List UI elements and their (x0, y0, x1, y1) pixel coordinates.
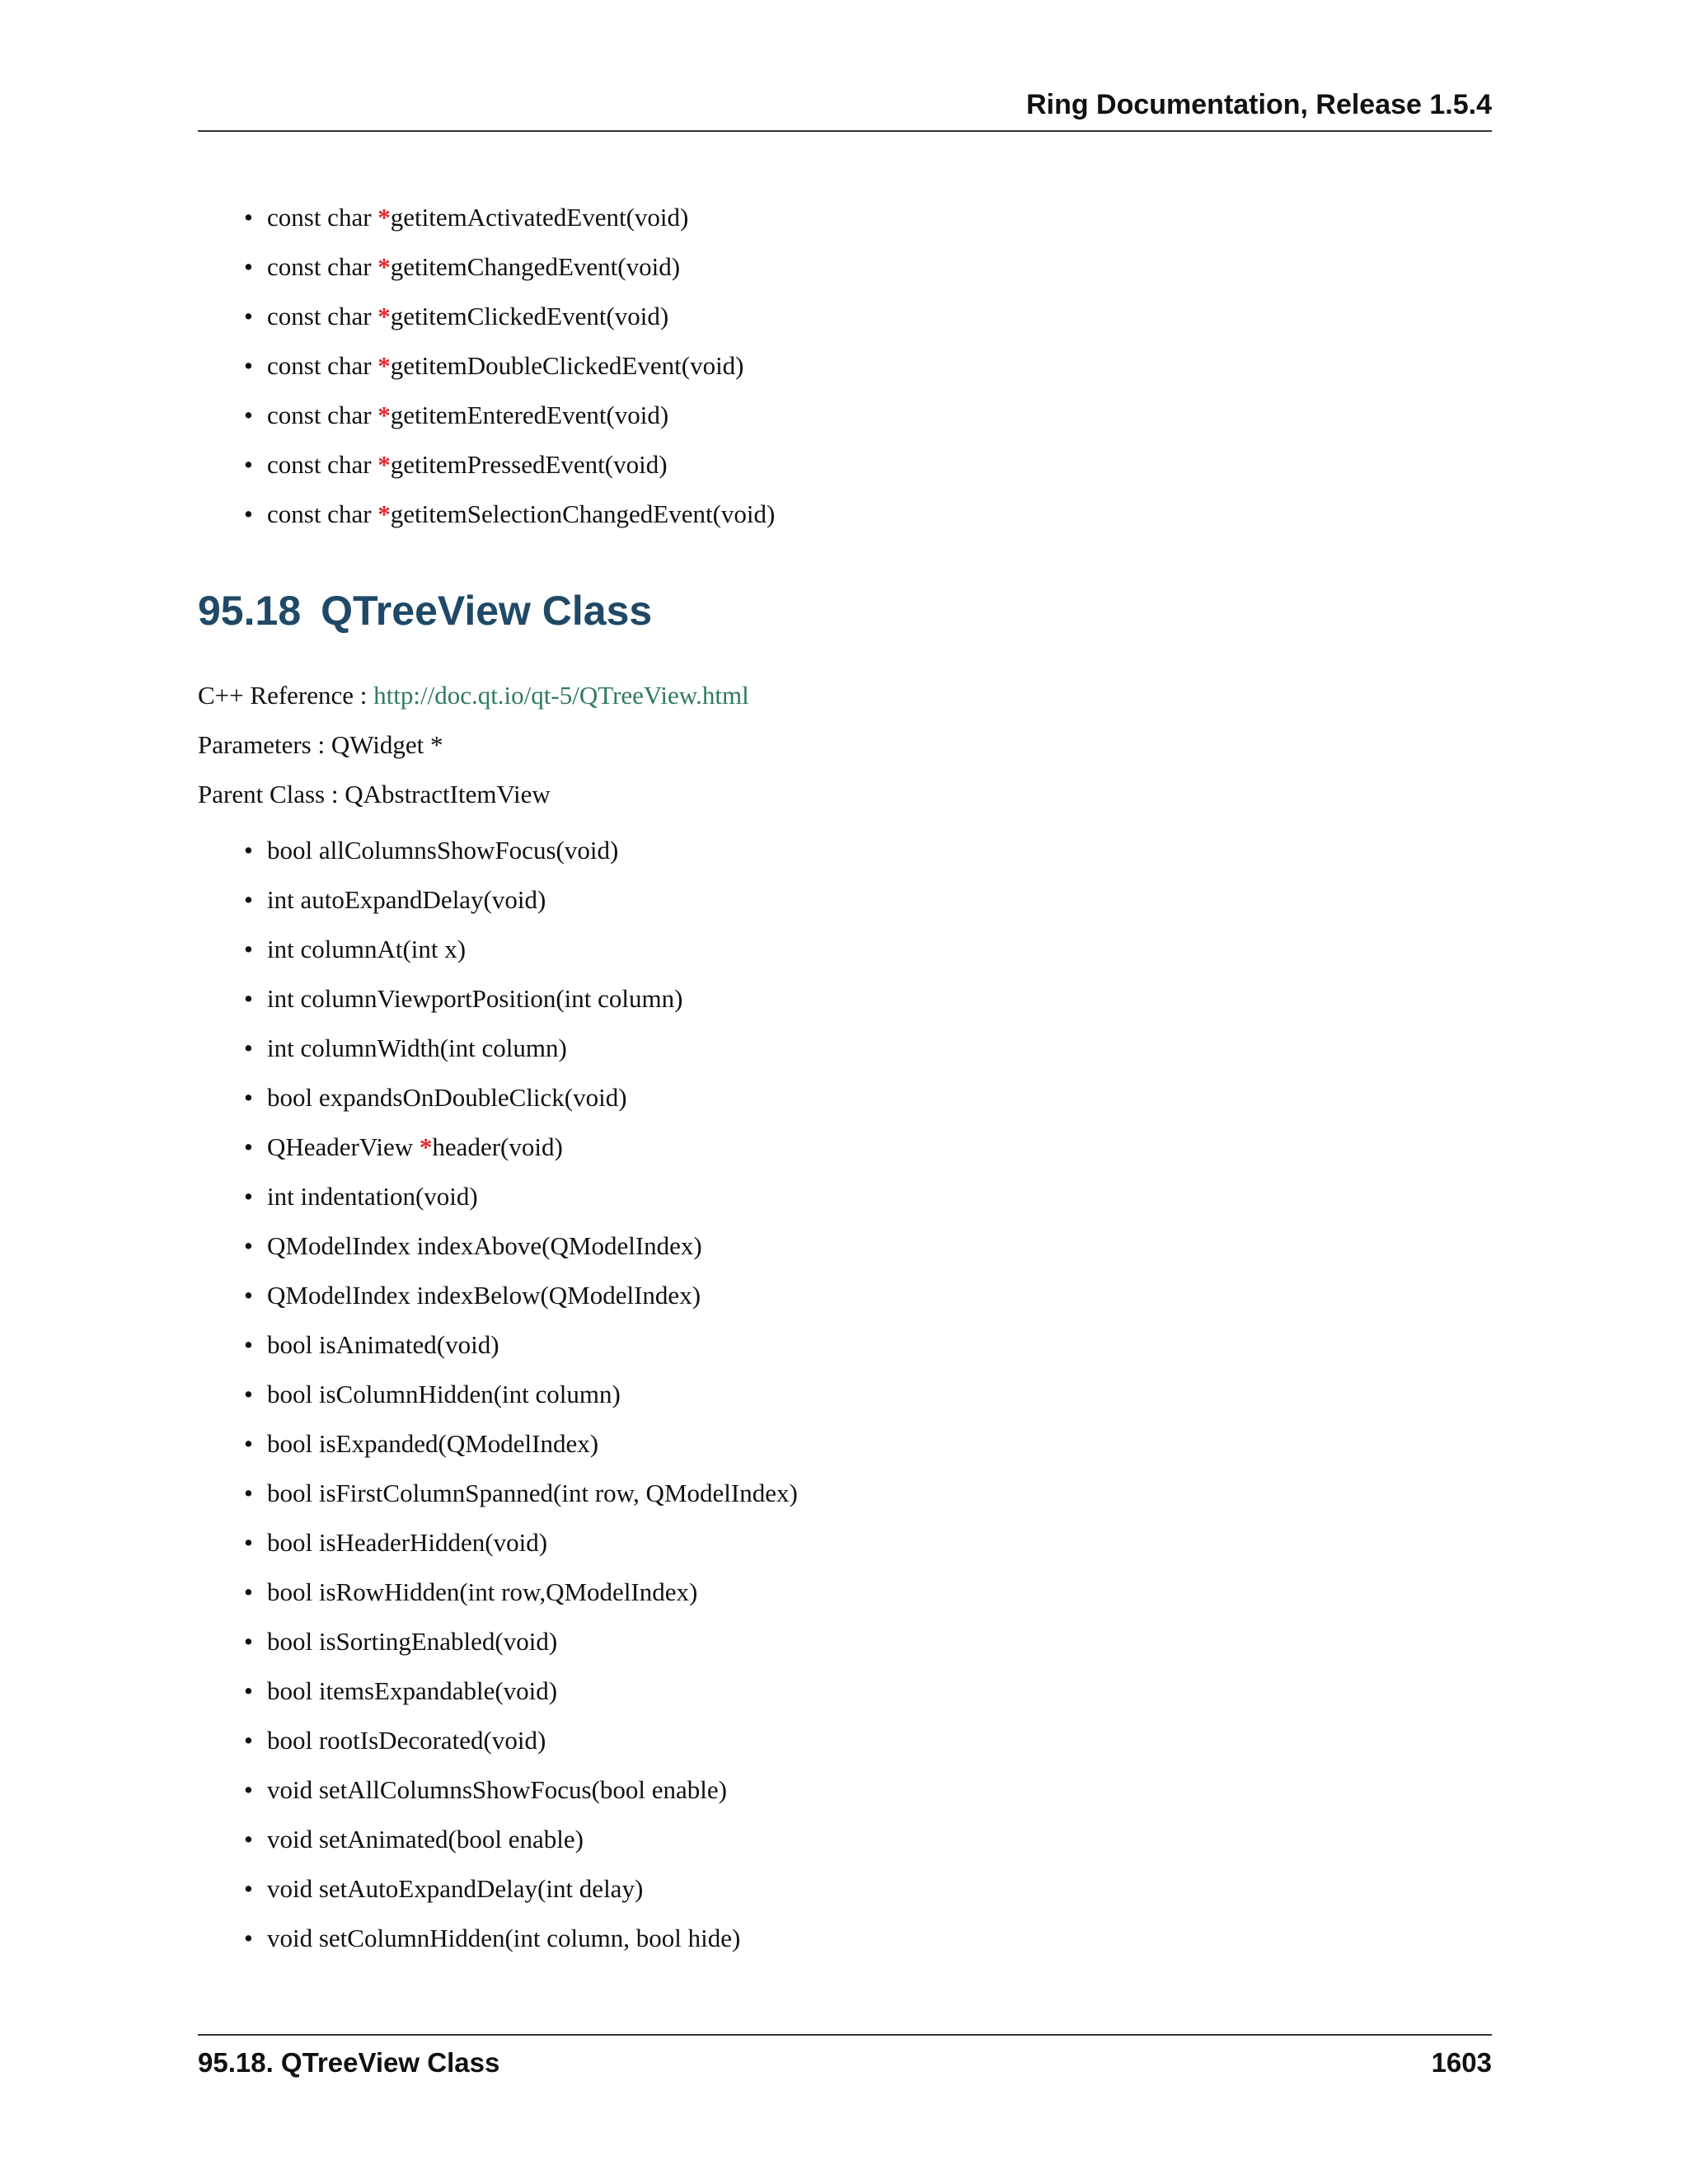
page-number: 1603 (1431, 2047, 1492, 2078)
cpp-reference-line (198, 681, 749, 710)
bullet-icon: • (244, 1429, 253, 1458)
section-heading (198, 587, 652, 635)
bullet-icon: • (244, 1281, 253, 1310)
list-item: • bool isColumnHidden(int column) (244, 1370, 798, 1419)
list-item: • bool isExpanded(QModelIndex) (244, 1419, 798, 1469)
list-item: • void setAnimated(bool enable) (244, 1815, 798, 1864)
reference-link[interactable]: http://doc.qt.io/qt-5/QTreeView.html (373, 681, 749, 710)
bullet-icon: • (244, 1528, 253, 1557)
bullet-icon: • (244, 1033, 253, 1062)
footer-section-label: 95.18. QTreeView Class (198, 2047, 500, 2078)
bullet-icon: • (244, 450, 253, 479)
list-item: • QModelIndex indexBelow(QModelIndex) (244, 1271, 798, 1320)
document-title: Ring Documentation, Release 1.5.4 (1026, 89, 1492, 120)
parameters-line: Parameters : QWidget * (198, 730, 443, 759)
bullet-icon: • (244, 984, 253, 1013)
bullet-icon: • (244, 1825, 253, 1854)
list-item: • bool isAnimated(void) (244, 1320, 798, 1370)
list-item: • bool allColumnsShowFocus(void) (244, 826, 798, 875)
bullet-icon: • (244, 1330, 253, 1359)
list-item: • int columnViewportPosition(int column) (244, 974, 798, 1024)
qtreeview-methods-list (244, 826, 798, 1963)
bullet-icon: • (244, 1577, 253, 1606)
list-item: • const char *getitemEnteredEvent(void) (244, 391, 775, 440)
list-item: • bool expandsOnDoubleClick(void) (244, 1073, 798, 1122)
list-item: • void setColumnHidden(int column, bool hide) (244, 1914, 798, 1963)
bullet-icon: • (244, 1380, 253, 1408)
parent-class-line: Parent Class : QAbstractItemView (198, 780, 551, 808)
page-header (198, 89, 1492, 132)
bullet-icon: • (244, 1479, 253, 1507)
reference-label: C++ Reference : (198, 681, 374, 710)
bullet-icon: • (244, 1676, 253, 1705)
bullet-icon: • (244, 1231, 253, 1260)
list-item: • int autoExpandDelay(void) (244, 875, 798, 925)
list-item: • const char *getitemActivatedEvent(void) (244, 193, 775, 242)
bullet-icon: • (244, 1775, 253, 1804)
bullet-icon: • (244, 836, 253, 865)
list-item: • int indentation(void) (244, 1172, 798, 1221)
list-item: • void setAutoExpandDelay(int delay) (244, 1864, 798, 1914)
list-item: • bool isSortingEnabled(void) (244, 1617, 798, 1666)
list-item: • const char *getitemClickedEvent(void) (244, 292, 775, 341)
list-item: • const char *getitemPressedEvent(void) (244, 440, 775, 490)
page-footer (198, 2034, 1492, 2078)
list-item: • bool isFirstColumnSpanned(int row, QModelIndex) (244, 1469, 798, 1518)
list-item: • QHeaderView *header(void) (244, 1122, 798, 1172)
section-title: QTreeView Class (321, 588, 653, 634)
list-item: • bool itemsExpandable(void) (244, 1666, 798, 1716)
list-item: • bool rootIsDecorated(void) (244, 1716, 798, 1765)
list-item: • bool isRowHidden(int row,QModelIndex) (244, 1568, 798, 1617)
bullet-icon: • (244, 1924, 253, 1952)
bullet-icon: • (244, 1132, 253, 1161)
list-item: • const char *getitemSelectionChangedEvent(void) (244, 490, 775, 539)
bullet-icon: • (244, 935, 253, 963)
list-item: • const char *getitemDoubleClickedEvent(void) (244, 341, 775, 391)
list-item: • void setAllColumnsShowFocus(bool enable) (244, 1765, 798, 1815)
bullet-icon: • (244, 1083, 253, 1112)
bullet-icon: • (244, 351, 253, 380)
bullet-icon: • (244, 302, 253, 330)
list-item: • int columnWidth(int column) (244, 1024, 798, 1073)
bullet-icon: • (244, 885, 253, 914)
bullet-icon: • (244, 203, 253, 232)
bullet-icon: • (244, 1874, 253, 1903)
bullet-icon: • (244, 1726, 253, 1755)
bullet-icon: • (244, 1627, 253, 1656)
list-item: • bool isHeaderHidden(void) (244, 1518, 798, 1568)
list-item: • const char *getitemChangedEvent(void) (244, 242, 775, 292)
list-item: • int columnAt(int x) (244, 925, 798, 974)
event-methods-list (244, 193, 775, 539)
section-number: 95.18 (198, 588, 302, 634)
bullet-icon: • (244, 252, 253, 281)
bullet-icon: • (244, 499, 253, 528)
bullet-icon: • (244, 1182, 253, 1211)
list-item: • QModelIndex indexAbove(QModelIndex) (244, 1221, 798, 1271)
bullet-icon: • (244, 401, 253, 429)
